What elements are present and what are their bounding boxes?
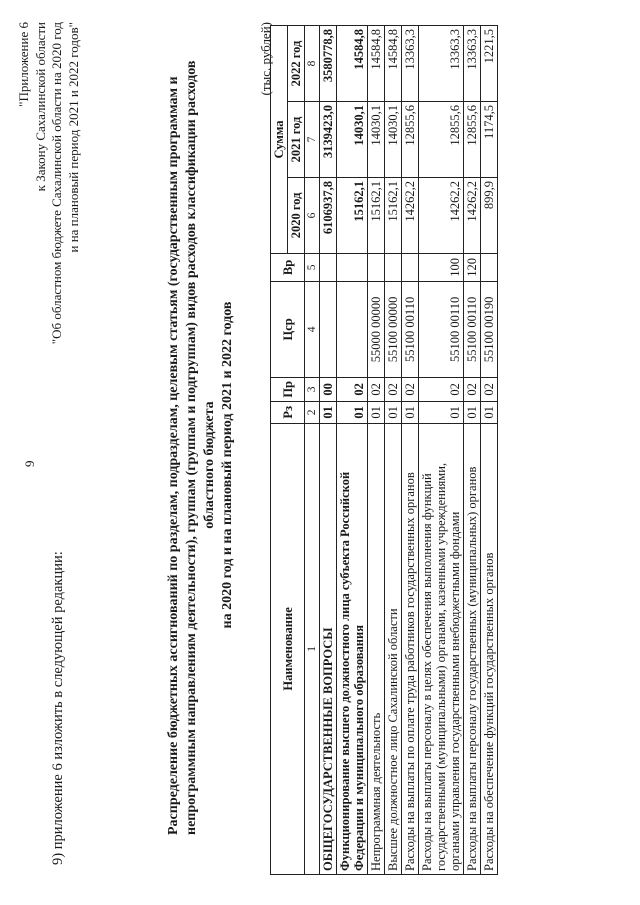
row-pr: 02 — [337, 377, 368, 401]
row-csr — [320, 281, 337, 377]
budget-table — [270, 25, 498, 875]
row-value-2020: 14262,2 — [402, 177, 419, 253]
row-pr: 02 — [368, 377, 385, 401]
header-name: Наименование — [271, 423, 305, 874]
row-pr: 00 — [320, 377, 337, 401]
column-number: 3 — [305, 377, 320, 401]
row-value-2021: 3139423,0 — [320, 102, 337, 178]
document-title — [165, 60, 237, 835]
row-csr: 55100 00110 — [419, 281, 464, 377]
row-value-2022: 3580778,8 — [320, 26, 337, 102]
row-pr: 02 — [402, 377, 419, 401]
row-vr: 120 — [464, 253, 481, 281]
row-csr: 55100 00110 — [464, 281, 481, 377]
table-row — [320, 26, 337, 875]
row-value-2020: 14262,2 — [464, 177, 481, 253]
row-name: Высшее должностное лицо Сахалинской области — [385, 423, 402, 874]
table-row — [402, 26, 419, 875]
row-rz: 01 — [419, 401, 464, 423]
row-value-2021: 14030,1 — [337, 102, 368, 178]
header-2022: 2022 год — [288, 26, 305, 102]
table-row — [385, 26, 402, 875]
row-vr — [402, 253, 419, 281]
table-row — [481, 26, 498, 875]
row-value-2021: 12855,6 — [419, 102, 464, 178]
header-pr: Пр — [271, 377, 305, 401]
column-number: 6 — [305, 177, 320, 253]
title-line: Распределение бюджетных ассигнований по разделам, подразделам, целевым статьям (государственным программам и — [166, 76, 181, 835]
row-rz: 01 — [402, 401, 419, 423]
row-value-2022: 14584,8 — [337, 26, 368, 102]
table-row — [337, 26, 368, 875]
row-name: Непрограммная деятельность — [368, 423, 385, 874]
row-vr — [320, 253, 337, 281]
header-2021: 2021 год — [288, 102, 305, 178]
attachment-line: и на плановый период 2021 и 2022 годов" — [65, 22, 81, 253]
row-vr — [385, 253, 402, 281]
row-vr: 100 — [419, 253, 464, 281]
column-number: 5 — [305, 253, 320, 281]
row-name: Расходы на выплаты персоналу государственных (муниципальных) органов — [464, 423, 481, 874]
row-value-2020: 15162,1 — [385, 177, 402, 253]
row-value-2022: 13363,3 — [464, 26, 481, 102]
row-rz: 01 — [481, 401, 498, 423]
row-name: ОБЩЕГОСУДАРСТВЕННЫЕ ВОПРОСЫ — [320, 423, 337, 874]
title-line: непрограммным направлениям деятельности), группам (группам и подгруппам) видов расходов классификации расходов — [184, 60, 199, 835]
table-row — [464, 26, 481, 875]
row-csr: 55000 00000 — [368, 281, 385, 377]
row-rz: 01 — [320, 401, 337, 423]
column-number: 8 — [305, 26, 320, 102]
row-value-2020: 14262,2 — [419, 177, 464, 253]
row-vr — [368, 253, 385, 281]
row-csr: 55100 00190 — [481, 281, 498, 377]
row-value-2022: 14584,8 — [368, 26, 385, 102]
row-value-2021: 14030,1 — [385, 102, 402, 178]
title-line: областного бюджета — [202, 401, 217, 529]
row-pr: 02 — [419, 377, 464, 401]
row-pr: 02 — [385, 377, 402, 401]
row-value-2020: 899,9 — [481, 177, 498, 253]
header-rz: Рз — [271, 401, 305, 423]
row-value-2022: 13363,3 — [419, 26, 464, 102]
row-value-2022: 1221,5 — [481, 26, 498, 102]
row-rz: 01 — [337, 401, 368, 423]
attachment-line: "Об областном бюджете Сахалинской области на 2020 год — [49, 22, 64, 345]
row-csr: 55100 00110 — [402, 281, 419, 377]
page-number: 9 — [22, 460, 37, 467]
row-rz: 01 — [368, 401, 385, 423]
row-rz: 01 — [385, 401, 402, 423]
table-row — [368, 26, 385, 875]
column-number: 1 — [305, 423, 320, 874]
column-number: 4 — [305, 281, 320, 377]
row-value-2021: 14030,1 — [368, 102, 385, 178]
column-number: 2 — [305, 401, 320, 423]
attachment-line: "Приложение 6 — [16, 22, 31, 107]
row-pr: 02 — [464, 377, 481, 401]
units-label: (тыс. рублей) — [258, 22, 273, 96]
row-value-2020: 15162,1 — [337, 177, 368, 253]
row-vr — [481, 253, 498, 281]
row-value-2021: 12855,6 — [402, 102, 419, 178]
header-csr: Цср — [271, 281, 305, 377]
row-value-2020: 6106937,8 — [320, 177, 337, 253]
header-2020: 2020 год — [288, 177, 305, 253]
table-row — [419, 26, 464, 875]
title-line: на 2020 год и на плановый период 2021 и 2022 годов — [220, 301, 235, 629]
row-value-2020: 15162,1 — [368, 177, 385, 253]
column-number: 7 — [305, 102, 320, 178]
header-vr: Вр — [271, 253, 305, 281]
row-name: Расходы на выплаты персоналу в целях обеспечения выполнения функций государственными (муниципальными) органами, казенными учреждениями, органами управления государственными внебюджетными фондами — [419, 423, 464, 874]
row-name: Функционирование высшего должностного лица субъекта Российской Федерации и муниципального образования — [337, 423, 368, 874]
attachment-line: к Закону Сахалинской области — [32, 22, 48, 192]
header-sum: Сумма — [271, 26, 288, 254]
row-csr — [337, 281, 368, 377]
attachment-header — [16, 22, 82, 462]
row-value-2022: 13363,3 — [402, 26, 419, 102]
row-rz: 01 — [464, 401, 481, 423]
row-name: Расходы на выплаты по оплате труда работников государственных органов — [402, 423, 419, 874]
row-pr: 02 — [481, 377, 498, 401]
table-body — [320, 26, 498, 875]
row-csr: 55100 00000 — [385, 281, 402, 377]
column-number-row — [305, 26, 320, 875]
row-value-2021: 1174,5 — [481, 102, 498, 178]
row-vr — [337, 253, 368, 281]
row-value-2021: 12855,6 — [464, 102, 481, 178]
redaction-note: 9) приложение 6 изложить в следующей редакции: — [50, 551, 66, 865]
row-value-2022: 14584,8 — [385, 26, 402, 102]
row-name: Расходы на обеспечение функций государственных органов — [481, 423, 498, 874]
